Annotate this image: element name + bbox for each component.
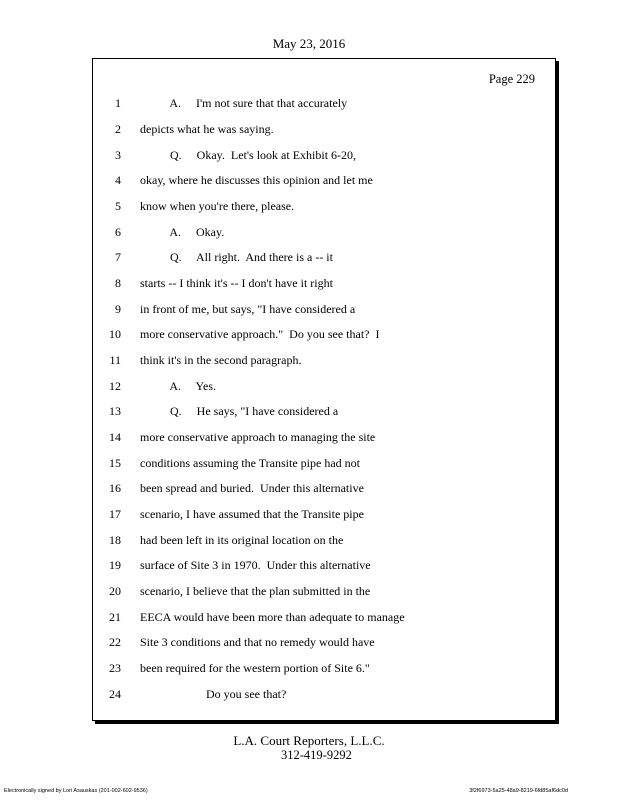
transcript-page-frame xyxy=(92,58,556,721)
line-number: 8 xyxy=(115,276,121,290)
line-number: 23 xyxy=(109,661,121,675)
line-number: 6 xyxy=(115,225,121,239)
line-number: 5 xyxy=(115,199,121,213)
line-number: 22 xyxy=(109,635,121,649)
line-number: 10 xyxy=(109,327,121,341)
line-number: 13 xyxy=(109,404,121,418)
line-number: 3 xyxy=(115,148,121,162)
line-number: 15 xyxy=(109,456,121,470)
line-number: 16 xyxy=(109,481,121,495)
line-text: been spread and buried. Under this alternative xyxy=(140,481,364,495)
line-text: depicts what he was saying. xyxy=(140,122,274,136)
line-text: been required for the western portion of Site 6." xyxy=(140,661,370,675)
line-text: scenario, I believe that the plan submitted in the xyxy=(140,584,371,598)
line-text: had been left in its original location on the xyxy=(140,533,344,547)
line-text: more conservative approach." Do you see that? I xyxy=(140,327,380,341)
line-number: 2 xyxy=(115,122,121,136)
line-text: conditions assuming the Transite pipe had not xyxy=(140,456,360,470)
line-text: know when you're there, please. xyxy=(140,199,295,213)
line-text: more conservative approach to managing the site xyxy=(140,430,376,444)
line-number: 4 xyxy=(115,173,121,187)
line-text: in front of me, but says, "I have considered a xyxy=(140,302,356,316)
line-number: 18 xyxy=(109,533,121,547)
line-text: A. Yes. xyxy=(140,379,217,393)
line-text: A. I'm not sure that that accurately xyxy=(140,96,348,110)
line-number: 11 xyxy=(109,353,121,367)
line-number: 14 xyxy=(109,430,121,444)
line-number: 20 xyxy=(109,584,121,598)
line-number: 7 xyxy=(115,250,121,264)
line-text: Do you see that? xyxy=(140,687,287,701)
line-text: Site 3 conditions and that no remedy would have xyxy=(140,635,375,649)
document-id: 3f2f6973-5a25-48a9-8219-6fd85af6dc0d xyxy=(469,788,568,794)
line-text: scenario, I have assumed that the Transite pipe xyxy=(140,507,364,521)
transcript-date: May 23, 2016 xyxy=(272,36,346,51)
line-number: 17 xyxy=(109,507,121,521)
line-number: 1 xyxy=(115,96,121,110)
line-number: 9 xyxy=(115,302,121,316)
line-text: surface of Site 3 in 1970. Under this alternative xyxy=(140,558,371,572)
reporter-company: L.A. Court Reporters, L.L.C. xyxy=(233,733,385,748)
line-number: 19 xyxy=(109,558,121,572)
reporter-phone: 312-419-9292 xyxy=(281,748,352,762)
line-text: Q. All right. And there is a -- it xyxy=(140,250,333,264)
line-text: okay, where he discusses this opinion and let me xyxy=(140,173,373,187)
line-text: Q. He says, "I have considered a xyxy=(140,404,339,418)
page-number: Page 229 xyxy=(488,72,535,86)
line-text: Q. Okay. Let's look at Exhibit 6-20, xyxy=(140,148,357,162)
line-text: think it's in the second paragraph. xyxy=(140,353,302,367)
line-number: 12 xyxy=(109,379,121,393)
electronic-signature: Electronically signed by Lori Asauskas (201-002-602-9536) xyxy=(4,788,148,794)
line-text: EECA would have been more than adequate to manage xyxy=(140,610,405,624)
line-text: A. Okay. xyxy=(140,225,225,239)
line-text: starts -- I think it's -- I don't have it right xyxy=(140,276,333,290)
line-number: 24 xyxy=(109,687,121,701)
line-number: 21 xyxy=(109,610,121,624)
